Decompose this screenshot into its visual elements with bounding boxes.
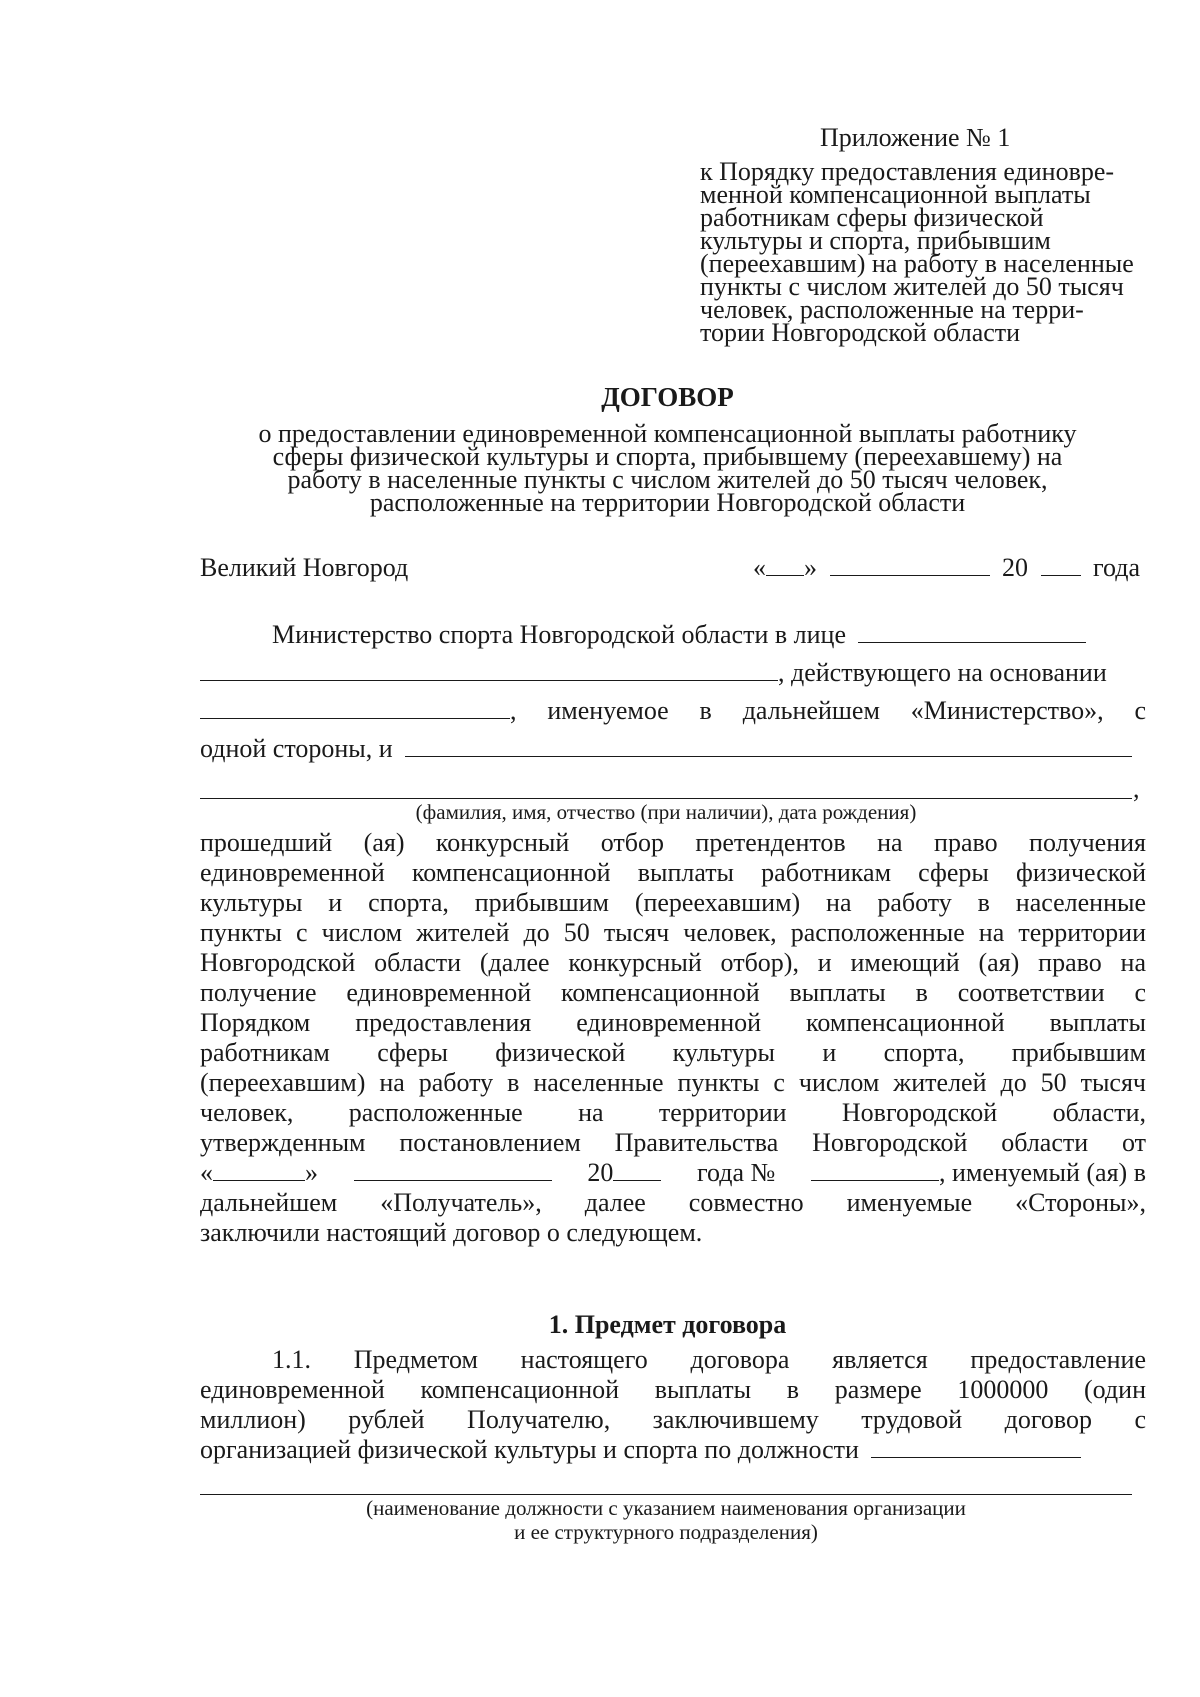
preamble-one-side-text: одной стороны, и (200, 734, 393, 763)
preamble-named-ministry-text: , именуемое в дальнейшем «Министерство», с (510, 696, 1146, 725)
appendix-line: менной компенсационной выплаты (700, 180, 1091, 209)
decree-number-blank[interactable] (811, 1158, 939, 1181)
position-organization-blank[interactable] (200, 1494, 1132, 1495)
body-line: заключили настоящий договор о следующем. (200, 1218, 703, 1247)
appendix-line: работникам сферы физической (700, 203, 1044, 232)
section-1-position-text: организацией физической культуры и спорта по должности (200, 1435, 859, 1464)
appendix-line: к Порядку предоставления единовре- (700, 157, 1115, 186)
contract-date (753, 553, 1140, 583)
appendix-line: культуры и спорта, прибывшим (700, 226, 1051, 255)
decree-month-blank[interactable] (354, 1158, 552, 1181)
position-blank[interactable] (871, 1435, 1081, 1458)
date-century: 20 (1002, 553, 1028, 582)
decree-line (200, 1158, 1146, 1188)
decree-tail-text: , именуемый (ая) в (939, 1158, 1146, 1187)
decree-open-quote: « (200, 1158, 213, 1187)
body-line: работникам сферы физической культуры и спорта, прибывшим (200, 1038, 1146, 1067)
section-1-line: миллион) рублей Получателю, заключившему трудовой договор с (200, 1405, 1146, 1434)
body-line: Порядком предоставления единовременной компенсационной выплаты (200, 1008, 1146, 1037)
preamble-line-1 (272, 620, 1086, 650)
section-1-body (200, 1345, 1146, 1465)
preamble-acting-text: , действующего на основании (778, 658, 1107, 687)
body-line: культуры и спорта, прибывшим (переехавшим) на работу в населенные (200, 888, 1146, 917)
decree-year-blank[interactable] (613, 1158, 661, 1181)
body-line: (переехавшим) на работу в населенные пункты с числом жителей до 50 тысяч (200, 1068, 1146, 1097)
contract-subtitle (200, 419, 1135, 517)
body-line: дальнейшем «Получатель», далее совместно именуемые «Стороны», (200, 1188, 1146, 1217)
representative-position-blank[interactable] (200, 658, 778, 681)
recipient-comma: , (1133, 774, 1140, 803)
subtitle-line: расположенные на территории Новгородской области (369, 488, 966, 517)
appendix-line: человек, расположенные на терри- (700, 295, 1084, 324)
body-line: прошедший (ая) конкурсный отбор претендентов на право получения (200, 828, 1146, 857)
contract-title: ДОГОВОР (601, 382, 734, 412)
appendix-line: (переехавшим) на работу в населенные (700, 249, 1134, 278)
date-year-blank[interactable] (1041, 553, 1081, 576)
body-line: Новгородской области (далее конкурсный отбор), и имеющий (ая) право на (200, 948, 1146, 977)
section-1-line: единовременной компенсационной выплаты в размере 1000000 (один (200, 1375, 1146, 1404)
recipient-caption: (фамилия, имя, отчество (при наличии), дата рождения) (415, 800, 917, 824)
appendix-line: тории Новгородской области (700, 318, 1021, 347)
position-caption (200, 1496, 1132, 1544)
decree-year-number-text: года № (697, 1158, 776, 1187)
preamble-line-2 (200, 658, 1150, 688)
recipient-name-blank-2[interactable] (200, 798, 1132, 799)
decree-century: 20 (587, 1158, 614, 1187)
preamble-line-3 (200, 696, 1146, 726)
caption-line: (наименование должности с указанием наименования организации (366, 1496, 966, 1520)
preamble-line-4 (200, 734, 1132, 764)
section-1-position-line (200, 1435, 1146, 1465)
section-1-title: 1. Предмет договора (548, 1310, 787, 1339)
appendix-title: Приложение № 1 (820, 123, 1011, 152)
basis-document-blank[interactable] (200, 696, 510, 719)
subtitle-line: о предоставлении единовременной компенсационной выплаты работнику (258, 419, 1077, 448)
recipient-name-blank-1[interactable] (405, 734, 1132, 757)
date-open-quote: « (753, 553, 766, 582)
contract-city: Великий Новгород (200, 553, 409, 582)
subtitle-line: работу в населенные пункты с числом жителей до 50 тысяч человек, (287, 465, 1048, 494)
body-line: единовременной компенсационной выплаты работникам сферы физической (200, 858, 1146, 887)
decree-number (811, 1158, 1146, 1188)
body-line: получение единовременной компенсационной выплаты в соответствии с (200, 978, 1146, 1007)
decree-close-quote: » (305, 1158, 318, 1187)
appendix-line: пункты с числом жителей до 50 тысяч (700, 272, 1124, 301)
decree-day-blank[interactable] (213, 1158, 305, 1181)
date-month-blank[interactable] (830, 553, 990, 576)
section-1-line: 1.1. Предметом настоящего договора является предоставление (272, 1345, 1146, 1374)
date-close-quote: » (804, 553, 817, 582)
body-line: человек, расположенные на территории Новгородской области, (200, 1098, 1146, 1127)
decree-year (587, 1158, 661, 1188)
date-day-blank[interactable] (766, 553, 804, 576)
preamble-ministry-text: Министерство спорта Новгородской области в лице (272, 620, 846, 649)
date-year-word: года (1093, 553, 1141, 582)
body-line: утвержденным постановлением Правительства Новгородской области от (200, 1128, 1146, 1157)
preamble-body (200, 828, 1146, 1248)
appendix-reference (700, 157, 1170, 347)
decree-date-day (200, 1158, 318, 1188)
ministry-representative-blank[interactable] (858, 620, 1086, 643)
body-line: пункты с числом жителей до 50 тысяч человек, расположенные на территории (200, 918, 1146, 947)
subtitle-line: сферы физической культуры и спорта, прибывшему (переехавшему) на (272, 442, 1063, 471)
caption-line: и ее структурного подразделения) (514, 1520, 818, 1544)
